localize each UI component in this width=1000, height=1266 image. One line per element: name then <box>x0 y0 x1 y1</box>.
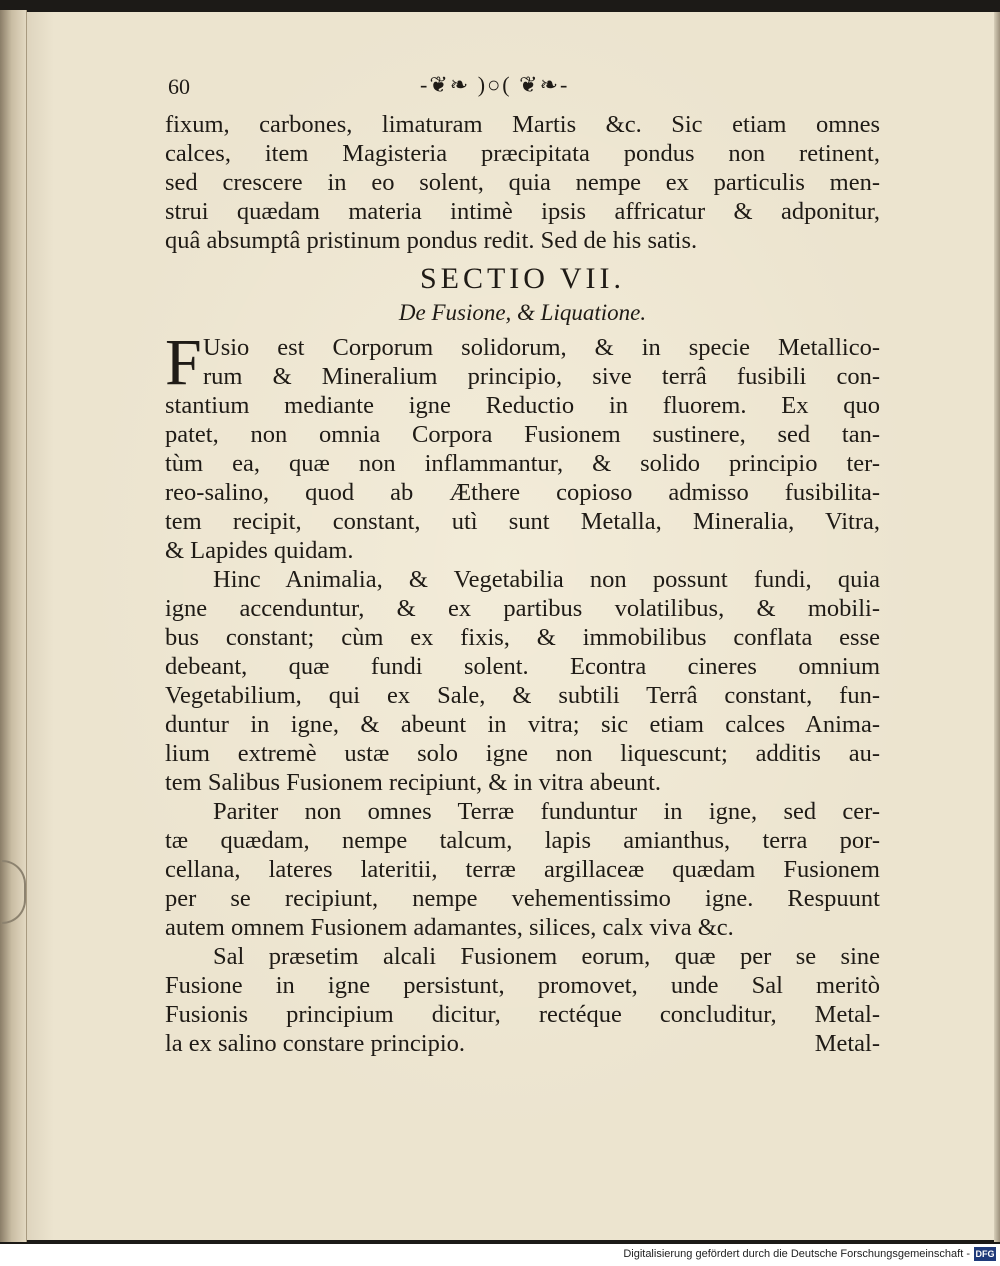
page-header <box>165 70 880 110</box>
paragraph-3 <box>165 797 880 942</box>
text-line: duntur in igne, & abeunt in vitra; sic etiam calces Anima- <box>165 711 880 738</box>
text-line: rum & Mineralium principio, sive terrâ fusibili con- <box>203 363 880 390</box>
paragraph-1 <box>165 326 880 565</box>
text-line: quâ absumptâ pristinum pondus redit. Sed de his satis. <box>165 227 698 254</box>
paragraph-2 <box>165 565 880 797</box>
text-line: igne accenduntur, & ex partibus volatilibus, & mobili- <box>165 595 880 622</box>
text-line: reo-salino, quod ab Æthere copioso admisso fusibilita- <box>165 479 880 506</box>
funding-notice: Digitalisierung gefördert durch die Deutsche Forschungsgemeinschaft - <box>623 1248 970 1260</box>
section-title: SECTIO VII. <box>419 262 626 295</box>
page-number: 60 <box>168 74 190 99</box>
header-ornament: -❦❧ )○( ❦❧- <box>420 72 570 97</box>
paragraph-4 <box>165 942 880 1058</box>
text-line: autem omnem Fusionem adamantes, silices, calx viva &c. <box>165 914 734 941</box>
dfg-logo: DFG <box>975 1249 995 1259</box>
text-line: & Lapides quidam. <box>165 537 354 564</box>
text-line: sed crescere in eo solent, quia nempe ex particulis men- <box>165 169 880 196</box>
text-line: tæ quædam, nempe talcum, lapis amianthus, terra por- <box>165 827 880 854</box>
text-line: fixum, carbones, limaturam Martis &c. Sic etiam omnes <box>165 111 880 138</box>
text-line: Fusione in igne persistunt, promovet, unde Sal meritò <box>165 972 880 999</box>
text-line: cellana, lateres lateritii, terræ argillaceæ quædam Fusionem <box>165 856 880 883</box>
text-line: patet, non omnia Corpora Fusionem sustinere, sed tan- <box>165 421 880 448</box>
text-line: Fusionis principium dicitur, rectéque concluditur, Metal- <box>165 1001 880 1028</box>
drop-cap: F <box>165 326 202 399</box>
page-edge <box>994 12 1000 1242</box>
book-spine <box>0 10 27 1242</box>
text-line: bus constant; cùm ex fixis, & immobilibus conflata esse <box>165 624 880 651</box>
text-line: Pariter non omnes Terræ funduntur in igne, sed cer- <box>213 798 880 825</box>
section-subtitle: De Fusione, & Liquatione. <box>398 300 647 325</box>
text-line: stantium mediante igne Reductio in fluorem. Ex quo <box>165 392 880 419</box>
text-line: per se recipiunt, nempe vehementissimo igne. Respuunt <box>165 885 880 912</box>
catchword: Metal- <box>814 1030 880 1057</box>
text-line: Sal præsetim alcali Fusionem eorum, quæ per se sine <box>213 943 880 970</box>
text-line: debeant, quæ fundi solent. Econtra cineres omnium <box>165 653 880 680</box>
text-line: Hinc Animalia, & Vegetabilia non possunt fundi, quia <box>213 566 880 593</box>
text-line: calces, item Magisteria præcipitata pondus non retinent, <box>165 140 880 167</box>
text-line: tem recipit, constant, utì sunt Metalla, Mineralia, Vitra, <box>165 508 880 535</box>
text-line: strui quædam materia intimè ipsis affricatur & adponitur, <box>165 198 880 225</box>
text-line <box>165 1029 880 1058</box>
text-line: tùm ea, quæ non inflammantur, & solido principio ter- <box>165 450 880 477</box>
last-text: la ex salino constare principio. <box>165 1030 466 1057</box>
text-line: tem Salibus Fusionem recipiunt, & in vitra abeunt. <box>165 769 662 796</box>
footer-bar <box>0 1244 1000 1266</box>
text-line: Vegetabilium, qui ex Sale, & subtili Terrâ constant, fun- <box>165 682 880 709</box>
text-line: Usio est Corporum solidorum, & in specie Metallico- <box>203 334 880 361</box>
page-text <box>165 70 880 1058</box>
text-line: lium extremè ustæ solo igne non liquescunt; additis au- <box>165 740 880 767</box>
